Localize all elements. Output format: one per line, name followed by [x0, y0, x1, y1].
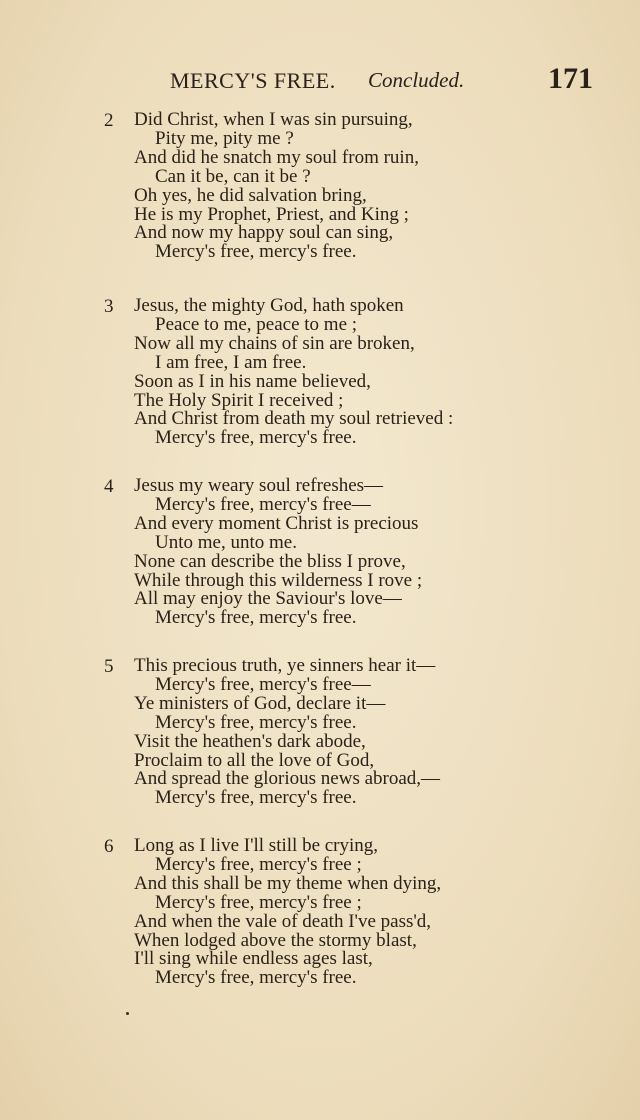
- verse-line: Mercy's free, mercy's free ;: [155, 891, 362, 913]
- ink-speck: [126, 1012, 129, 1015]
- verse-line: Unto me, unto me.: [155, 531, 297, 553]
- running-header: [0, 62, 640, 106]
- verse-line: Oh yes, he did salvation bring,: [134, 184, 367, 206]
- verse-line: All may enjoy the Saviour's love—: [134, 588, 402, 610]
- verse-line: Long as I live I'll still be crying,: [134, 835, 379, 856]
- stanza-number: 5: [104, 656, 114, 677]
- verse-line: He is my Prophet, Priest, and King ;: [134, 203, 409, 225]
- verse-line: And now my happy soul can sing,: [134, 222, 394, 244]
- verse-line: Mercy's free, mercy's free.: [155, 241, 357, 263]
- verse-line: Pity me, pity me ?: [155, 127, 294, 149]
- verse-line: Proclaim to all the love of God,: [134, 749, 375, 771]
- hymn-title: MERCY'S FREE.: [170, 68, 336, 93]
- verse-line: Mercy's free, mercy's free ;: [155, 853, 362, 875]
- verse-line: Can it be, can it be ?: [155, 165, 311, 187]
- stanza-number: 4: [104, 476, 114, 497]
- verse-line: Peace to me, peace to me ;: [155, 313, 358, 335]
- verse-line: This precious truth, ye sinners hear it—: [134, 655, 436, 676]
- verse-line: Jesus, the mighty God, hath spoken: [134, 295, 404, 316]
- verse-line: Mercy's free, mercy's free.: [155, 787, 357, 809]
- verse-line: Did Christ, when I was sin pursuing,: [134, 109, 413, 130]
- verse-line: When lodged above the stormy blast,: [134, 929, 417, 951]
- verse-line: Jesus my weary soul refreshes—: [134, 475, 384, 496]
- verse-line: While through this wilderness I rove ;: [134, 569, 423, 591]
- page-number: 171: [548, 62, 593, 95]
- stanza-number: 6: [104, 836, 114, 857]
- verse-line: I am free, I am free.: [155, 351, 307, 373]
- verse-line: Mercy's free, mercy's free—: [155, 493, 371, 515]
- verse-line: And Christ from death my soul retrieved :: [134, 408, 454, 430]
- verse-line: None can describe the bliss I prove,: [134, 550, 406, 572]
- verse-line: And every moment Christ is precious: [134, 512, 419, 534]
- stanza-number: 3: [104, 296, 114, 317]
- verse-line: And spread the glorious news abroad,—: [134, 768, 441, 790]
- verse-line: Mercy's free, mercy's free—: [155, 673, 371, 695]
- verse-line: Mercy's free, mercy's free.: [155, 427, 357, 449]
- stanza-number: 2: [104, 110, 114, 131]
- verse-line: And when the vale of death I've pass'd,: [134, 910, 432, 932]
- verse-line: Mercy's free, mercy's free.: [155, 711, 357, 733]
- verse-line: Mercy's free, mercy's free.: [155, 967, 357, 989]
- verse-line: Visit the heathen's dark abode,: [134, 730, 366, 752]
- verse-line: And this shall be my theme when dying,: [134, 872, 442, 894]
- verse-line: The Holy Spirit I received ;: [134, 389, 344, 411]
- verse-line: Soon as I in his name believed,: [134, 370, 371, 392]
- verse-line: I'll sing while endless ages last,: [134, 948, 373, 970]
- verse-line: Mercy's free, mercy's free.: [155, 607, 357, 629]
- verse-line: Ye ministers of God, declare it—: [134, 692, 386, 714]
- verse-line: Now all my chains of sin are broken,: [134, 332, 415, 354]
- hymn-subtitle: Concluded.: [368, 68, 465, 92]
- verse-line: And did he snatch my soul from ruin,: [134, 146, 419, 168]
